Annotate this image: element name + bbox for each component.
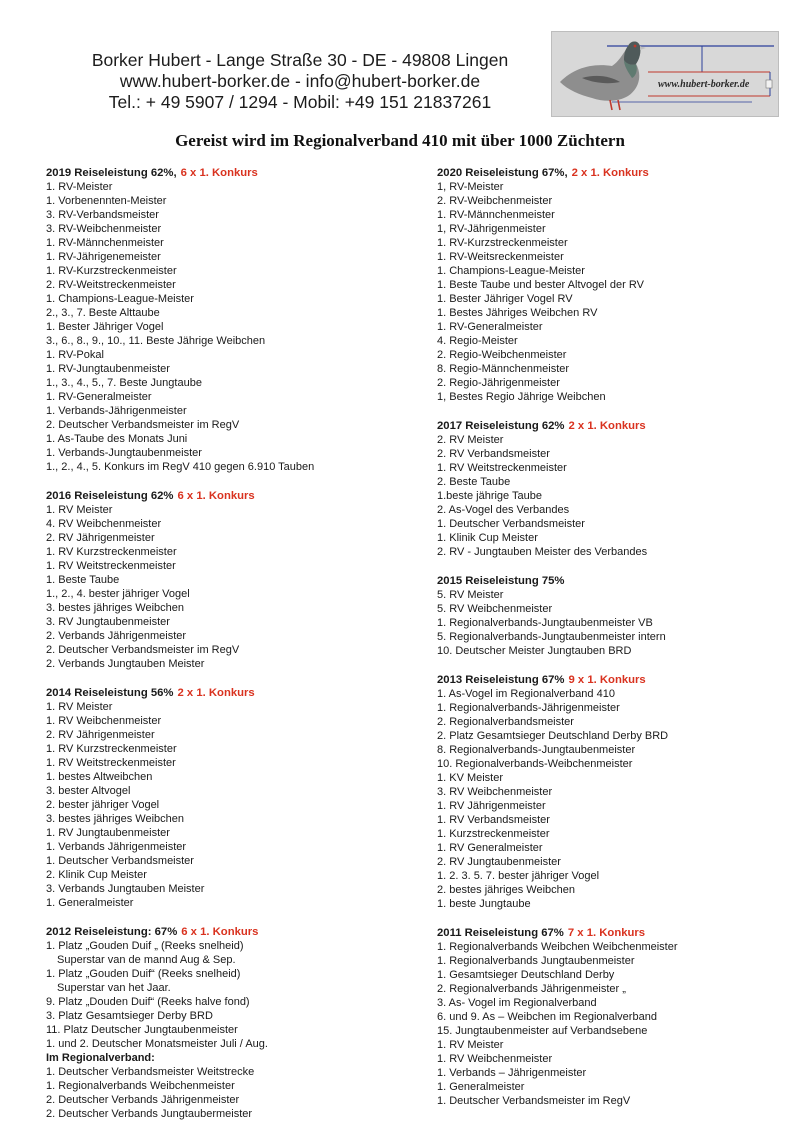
achievement-item: 8. Regio-Männchenmeister <box>437 363 570 375</box>
achievement-item: 2. RV Verbandsmeister <box>437 448 550 460</box>
season-performance: 2011 Reiseleistung 67% <box>437 927 564 939</box>
achievement-item: 1. RV Meister <box>437 1039 504 1051</box>
season-block <box>46 166 411 474</box>
achievement-item: 2. bestes jähriges Weibchen <box>437 884 575 896</box>
season-title <box>437 574 800 588</box>
achievement-item: 1. Regionalverbands Jungtaubenmeister <box>437 955 635 967</box>
achievement-item: 4. Regio-Meister <box>437 335 518 347</box>
achievement-list <box>437 588 800 658</box>
achievement-item: 3. bester Altvogel <box>46 785 131 797</box>
achievement-item: 1. RV Weitstreckenmeister <box>46 757 176 769</box>
achievement-item: 1. RV Meister <box>46 504 113 516</box>
achievement-item: 2. RV-Weitstreckenmeister <box>46 279 176 291</box>
achievement-item: Superstar van het Jaar. <box>57 982 171 994</box>
season-title <box>437 926 800 940</box>
achievement-item: 1. RV Kurzstreckenmeister <box>46 546 177 558</box>
achievement-item: 1. Deutscher Verbandsmeister <box>46 855 194 867</box>
achievement-item: 9. Platz „Douden Duif“ (Reeks halve fond) <box>46 996 250 1008</box>
achievement-item: 1. Kurzstreckenmeister <box>437 828 550 840</box>
achievement-item: 1. RV Verbandsmeister <box>437 814 550 826</box>
achievement-list <box>437 687 800 911</box>
achievement-item: 1. Beste Taube <box>46 574 120 586</box>
season-title <box>437 673 800 687</box>
achievement-item: 1. As-Taube des Monats Juni <box>46 433 188 445</box>
achievement-item: 2. RV - Jungtauben Meister des Verbandes <box>437 546 648 558</box>
achievement-item: 1. RV-Generalmeister <box>437 321 543 333</box>
achievement-item: 1, RV-Meister <box>437 181 504 193</box>
logo-website-text: www.hubert-borker.de <box>658 79 750 90</box>
achievement-item: 2. Regio-Weibchenmeister <box>437 349 567 361</box>
achievement-item: 3. bestes jähriges Weibchen <box>46 813 184 825</box>
achievement-item: 2. Beste Taube <box>437 476 511 488</box>
achievement-item: 1. RV Generalmeister <box>437 842 543 854</box>
achievement-item: 2. Deutscher Verbands Jungtaubermeister <box>46 1108 253 1120</box>
achievement-item: 1. Verbands-Jährigenmeister <box>46 405 187 417</box>
achievement-item: 1. RV Jährigenmeister <box>437 800 546 812</box>
achievement-item: 1. RV Jungtaubenmeister <box>46 827 170 839</box>
season-performance: 2012 Reiseleistung: 67% <box>46 926 178 938</box>
achievement-item: 10. Deutscher Meister Jungtauben BRD <box>437 645 632 657</box>
season-performance: 2016 Reiseleistung 62% <box>46 490 174 502</box>
achievement-item: 5. RV Weibchenmeister <box>437 603 553 615</box>
achievement-item: 1. Regionalverbands Weibchenmeister <box>46 1080 235 1092</box>
konkurs-count: 7 x 1. Konkurs <box>567 927 646 939</box>
season-title <box>437 419 800 433</box>
header-web-email: www.hubert-borker.de - info@hubert-borker.de <box>119 71 481 91</box>
achievement-item: 1. Generalmeister <box>437 1081 525 1093</box>
achievement-item: 3., 6., 8., 9., 10., 11. Beste Jährige Weibchen <box>46 335 266 347</box>
achievement-item: 2. Verbands Jungtauben Meister <box>46 658 205 670</box>
konkurs-count: 6 x 1. Konkurs <box>180 167 258 179</box>
contact-header <box>60 50 540 113</box>
konkurs-count: 2 x 1. Konkurs <box>177 687 255 699</box>
achievement-item: 2. Regio-Jährigenmeister <box>437 377 560 389</box>
season-performance: 2017 Reiseleistung 62% <box>437 420 565 432</box>
season-block <box>437 574 800 658</box>
achievement-item: 2. RV Jährigenmeister <box>46 532 155 544</box>
achievement-list <box>437 180 800 404</box>
season-block <box>46 925 411 1121</box>
achievement-item: 1. RV Weibchenmeister <box>437 1053 553 1065</box>
achievement-item: 1. Verbands-Jungtaubenmeister <box>46 447 202 459</box>
achievement-item: 1. RV Weibchenmeister <box>46 715 162 727</box>
achievement-list <box>437 433 800 559</box>
achievement-item: 1. Champions-League-Meister <box>46 293 194 305</box>
achievement-item: 8. Regionalverbands-Jungtaubenmeister <box>437 744 636 756</box>
achievement-item: 1., 3., 4., 5., 7. Beste Jungtaube <box>46 377 202 389</box>
achievement-item: 5. Regionalverbands-Jungtaubenmeister intern <box>437 631 666 643</box>
achievement-item: 2. Deutscher Verbandsmeister im RegV <box>46 644 240 656</box>
achievement-list <box>46 700 411 910</box>
achievement-item: 3. bestes jähriges Weibchen <box>46 602 184 614</box>
achievement-item: 1. beste Jungtaube <box>437 898 531 910</box>
achievement-item: 3. RV-Weibchenmeister <box>46 223 162 235</box>
achievement-item: 1. Platz „Gouden Duif“ (Reeks snelheid) <box>46 968 241 980</box>
achievement-item: 5. RV Meister <box>437 589 504 601</box>
achievement-item: 1. Bester Jähriger Vogel <box>46 321 164 333</box>
achievement-list <box>46 503 411 671</box>
achievement-item: 1. Deutscher Verbandsmeister im RegV <box>437 1095 631 1107</box>
konkurs-count: 2 x 1. Konkurs <box>571 167 649 179</box>
season-title <box>46 489 411 503</box>
achievement-item: 10. Regionalverbands-Weibchenmeister <box>437 758 633 770</box>
achievement-item: 1. RV-Weitsreckenmeister <box>437 251 564 263</box>
achievement-item: 1. Bester Jähriger Vogel RV <box>437 293 573 305</box>
season-block <box>437 926 800 1108</box>
achievement-item: 1. KV Meister <box>437 772 504 784</box>
achievement-item: 1. RV-Männchenmeister <box>46 237 164 249</box>
achievement-item: 3. RV Jungtaubenmeister <box>46 616 170 628</box>
achievement-item: 1. Gesamtsieger Deutschland Derby <box>437 969 615 981</box>
achievement-item: 1. Klinik Cup Meister <box>437 532 538 544</box>
achievement-item: 2. Klinik Cup Meister <box>46 869 147 881</box>
achievement-item: 1. bestes Altweibchen <box>46 771 153 783</box>
season-performance: 2020 Reiseleistung 67%, <box>437 167 568 179</box>
achievement-item: 11. Platz Deutscher Jungtaubenmeister <box>46 1024 238 1036</box>
konkurs-count: 2 x 1. Konkurs <box>568 420 646 432</box>
achievement-item: 2. As-Vogel des Verbandes <box>437 504 570 516</box>
season-title <box>46 166 411 180</box>
season-block <box>46 686 411 910</box>
page-heading: Gereist wird im Regionalverband 410 mit über 1000 Züchtern <box>175 131 625 150</box>
season-title <box>46 925 411 939</box>
achievement-item: Superstar van de mannd Aug & Sep. <box>57 954 236 966</box>
achievement-item: 2. RV Meister <box>437 434 504 446</box>
achievement-item: 3. Verbands Jungtauben Meister <box>46 883 205 895</box>
season-performance: 2014 Reiseleistung 56% <box>46 687 174 699</box>
achievement-item: 1. RV Weitstreckenmeister <box>437 462 567 474</box>
achievement-item: 1. RV Weitstreckenmeister <box>46 560 176 572</box>
achievement-item: 1. RV-Männchenmeister <box>437 209 555 221</box>
achievement-item: 1. Verbands Jährigenmeister <box>46 841 187 853</box>
konkurs-count: 9 x 1. Konkurs <box>568 674 646 686</box>
achievement-item: 1. 2. 3. 5. 7. bester jähriger Vogel <box>437 870 600 882</box>
achievement-item: 3. Platz Gesamtsieger Derby BRD <box>46 1010 213 1022</box>
season-block <box>46 489 411 671</box>
achievement-item: 2. Deutscher Verbands Jährigenmeister <box>46 1094 240 1106</box>
achievement-item: 2. RV-Weibchenmeister <box>437 195 553 207</box>
achievement-item: 1. Regionalverbands-Jährigenmeister <box>437 702 620 714</box>
achievement-item: 1. Platz „Gouden Duif „ (Reeks snelheid) <box>46 940 244 952</box>
achievement-item: 2. Verbands Jährigenmeister <box>46 630 187 642</box>
achievement-item: 1. Bestes Jähriges Weibchen RV <box>437 307 598 319</box>
konkurs-count: 6 x 1. Konkurs <box>177 490 255 502</box>
achievement-item: 1. Verbands – Jährigenmeister <box>437 1067 587 1079</box>
achievement-item: 1., 2., 4., 5. Konkurs im RegV 410 gegen 6.910 Tauben <box>46 461 315 473</box>
season-block <box>437 419 800 559</box>
pigeon-logo-icon <box>552 32 778 116</box>
logo-banner <box>551 31 779 117</box>
achievement-item: 1. Vorbenennten-Meister <box>46 195 167 207</box>
achievement-item: 1. Champions-League-Meister <box>437 265 585 277</box>
season-performance: 2015 Reiseleistung 75% <box>437 575 565 587</box>
achievement-item: 15. Jungtaubenmeister auf Verbandsebene <box>437 1025 648 1037</box>
season-performance: 2019 Reiseleistung 62%, <box>46 167 177 179</box>
header-address: Borker Hubert - Lange Straße 30 - DE - 49808 Lingen <box>91 50 509 70</box>
achievement-item: 1.beste jährige Taube <box>437 490 542 502</box>
achievement-item: 1. RV Meister <box>46 701 113 713</box>
achievement-item: 1. RV Kurzstreckenmeister <box>46 743 177 755</box>
right-column <box>437 166 800 1123</box>
achievement-item: 6. und 9. As – Weibchen im Regionalverband <box>437 1011 657 1023</box>
achievement-item: 1. RV-Meister <box>46 181 113 193</box>
achievement-list <box>46 180 411 474</box>
achievement-item: 1. RV-Generalmeister <box>46 391 152 403</box>
season-block <box>437 673 800 911</box>
achievement-item: 1. und 2. Deutscher Monatsmeister Juli / Aug. <box>46 1038 268 1050</box>
achievement-item: 1, RV-Jährigenmeister <box>437 223 546 235</box>
achievement-item: 1. Beste Taube und bester Altvogel der RV <box>437 279 644 291</box>
achievement-item: 1. Regionalverbands Weibchen Weibchenmeister <box>437 941 678 953</box>
achievement-item: 3. RV-Verbandsmeister <box>46 209 159 221</box>
achievement-item: 2. Regionalverbands Jährigenmeister „ <box>437 983 626 995</box>
left-column <box>46 166 411 1136</box>
achievement-item: 1. RV-Kurzstreckenmeister <box>437 237 568 249</box>
achievement-item: 1. Deutscher Verbandsmeister <box>437 518 585 530</box>
achievement-item: 1, Bestes Regio Jährige Weibchen <box>437 391 606 403</box>
achievement-item: 2. Platz Gesamtsieger Deutschland Derby BRD <box>437 730 669 742</box>
achievement-item: 2. RV Jungtaubenmeister <box>437 856 561 868</box>
season-performance: 2013 Reiseleistung 67% <box>437 674 565 686</box>
season-block <box>437 166 800 404</box>
achievement-item: 1. RV-Kurzstreckenmeister <box>46 265 177 277</box>
season-title <box>46 686 411 700</box>
achievement-item: 2. RV Jährigenmeister <box>46 729 155 741</box>
achievement-item: 1. Regionalverbands-Jungtaubenmeister VB <box>437 617 653 629</box>
konkurs-count: 6 x 1. Konkurs <box>181 926 259 938</box>
achievement-item: 1. RV-Pokal <box>46 349 104 361</box>
achievement-item: 3. RV Weibchenmeister <box>437 786 553 798</box>
achievement-list <box>437 940 800 1108</box>
achievement-item: 2. bester jähriger Vogel <box>46 799 160 811</box>
achievement-item: 1., 2., 4. bester jähriger Vogel <box>46 588 190 600</box>
achievement-item: 2., 3., 7. Beste Alttaube <box>46 307 160 319</box>
season-title <box>437 166 800 180</box>
achievement-item: 2. Regionalverbandsmeister <box>437 716 574 728</box>
achievement-item: 2. Deutscher Verbandsmeister im RegV <box>46 419 240 431</box>
header-phone: Tel.: + 49 5907 / 1294 - Mobil: +49 151 21837261 <box>108 92 492 112</box>
achievement-item: 1. RV-Jungtaubenmeister <box>46 363 170 375</box>
achievement-item: 1. RV-Jährigenemeister <box>46 251 161 263</box>
achievement-item: 1. Generalmeister <box>46 897 134 909</box>
achievement-item: 1. Deutscher Verbandsmeister Weitstrecke <box>46 1066 255 1078</box>
achievement-item: 3. As- Vogel im Regionalverband <box>437 997 597 1009</box>
achievement-list <box>46 939 411 1121</box>
achievement-item: 1. As-Vogel im Regionalverband 410 <box>437 688 615 700</box>
achievement-item: 4. RV Weibchenmeister <box>46 518 162 530</box>
section-subheading: Im Regionalverband: <box>46 1052 155 1064</box>
